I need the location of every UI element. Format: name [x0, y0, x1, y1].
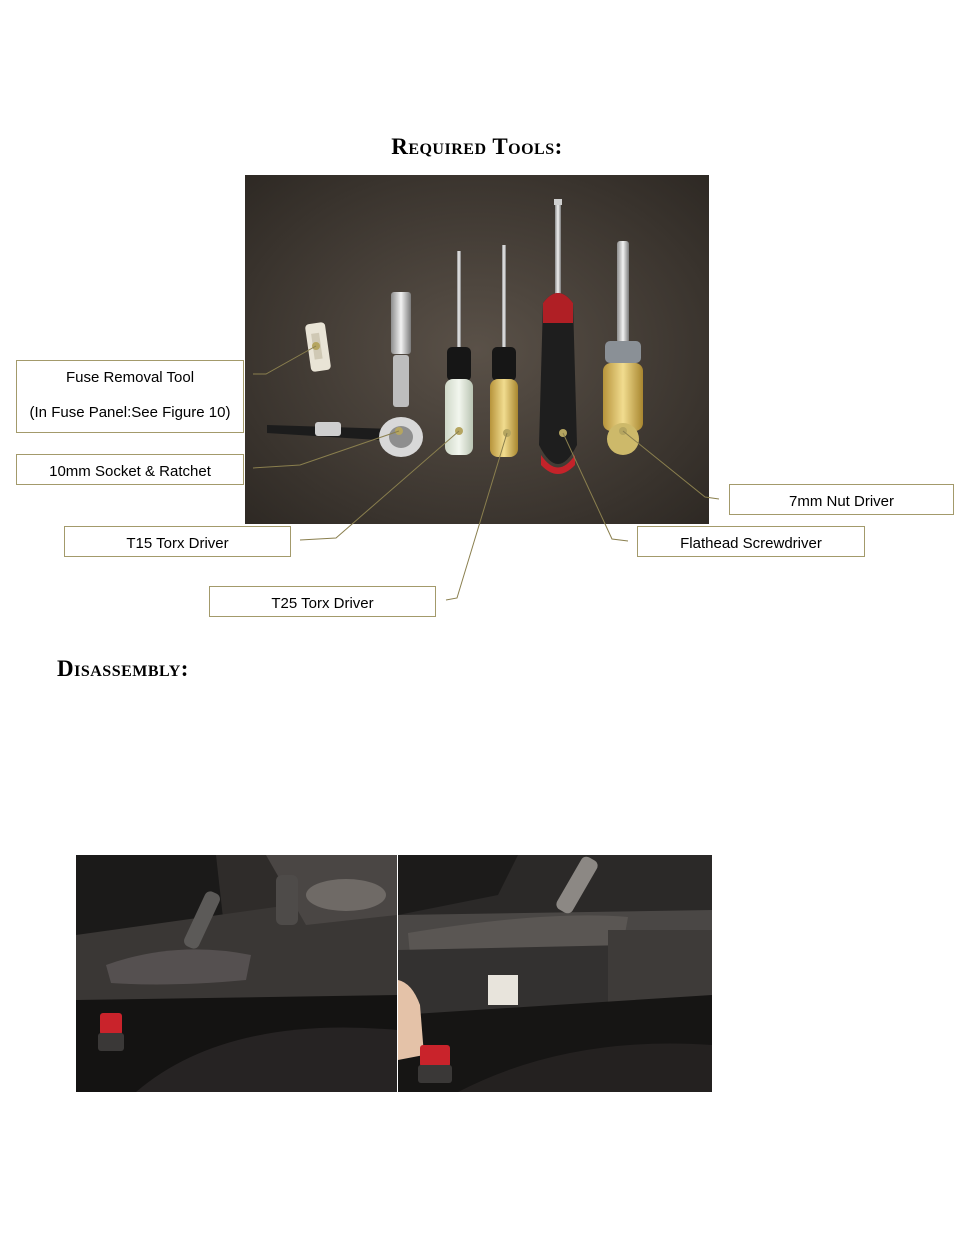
disassembly-heading: Disassembly:	[57, 656, 189, 681]
callout-flathead-screwdriver: Flathead Screwdriver	[637, 526, 865, 557]
callout-t25-torx: T25 Torx Driver	[209, 586, 436, 617]
callout-fuse-note: (In Fuse Panel:See Figure 10)	[29, 404, 231, 421]
callout-t15-torx: T15 Torx Driver	[64, 526, 291, 557]
callout-fuse-title: Fuse Removal Tool	[65, 369, 195, 386]
tools-illustration	[245, 175, 709, 524]
console-photo-boot-installed	[76, 855, 397, 1092]
callout-socket-ratchet: 10mm Socket & Ratchet	[16, 454, 244, 485]
callout-nut-driver: 7mm Nut Driver	[729, 484, 954, 515]
required-tools-photo	[245, 175, 709, 524]
callout-fuse-removal-tool	[16, 360, 244, 433]
console-illustration-2	[398, 855, 712, 1092]
required-tools-heading: Required Tools:	[391, 134, 563, 159]
console-photo-boot-lifted	[398, 855, 712, 1092]
console-illustration-1	[76, 855, 397, 1092]
